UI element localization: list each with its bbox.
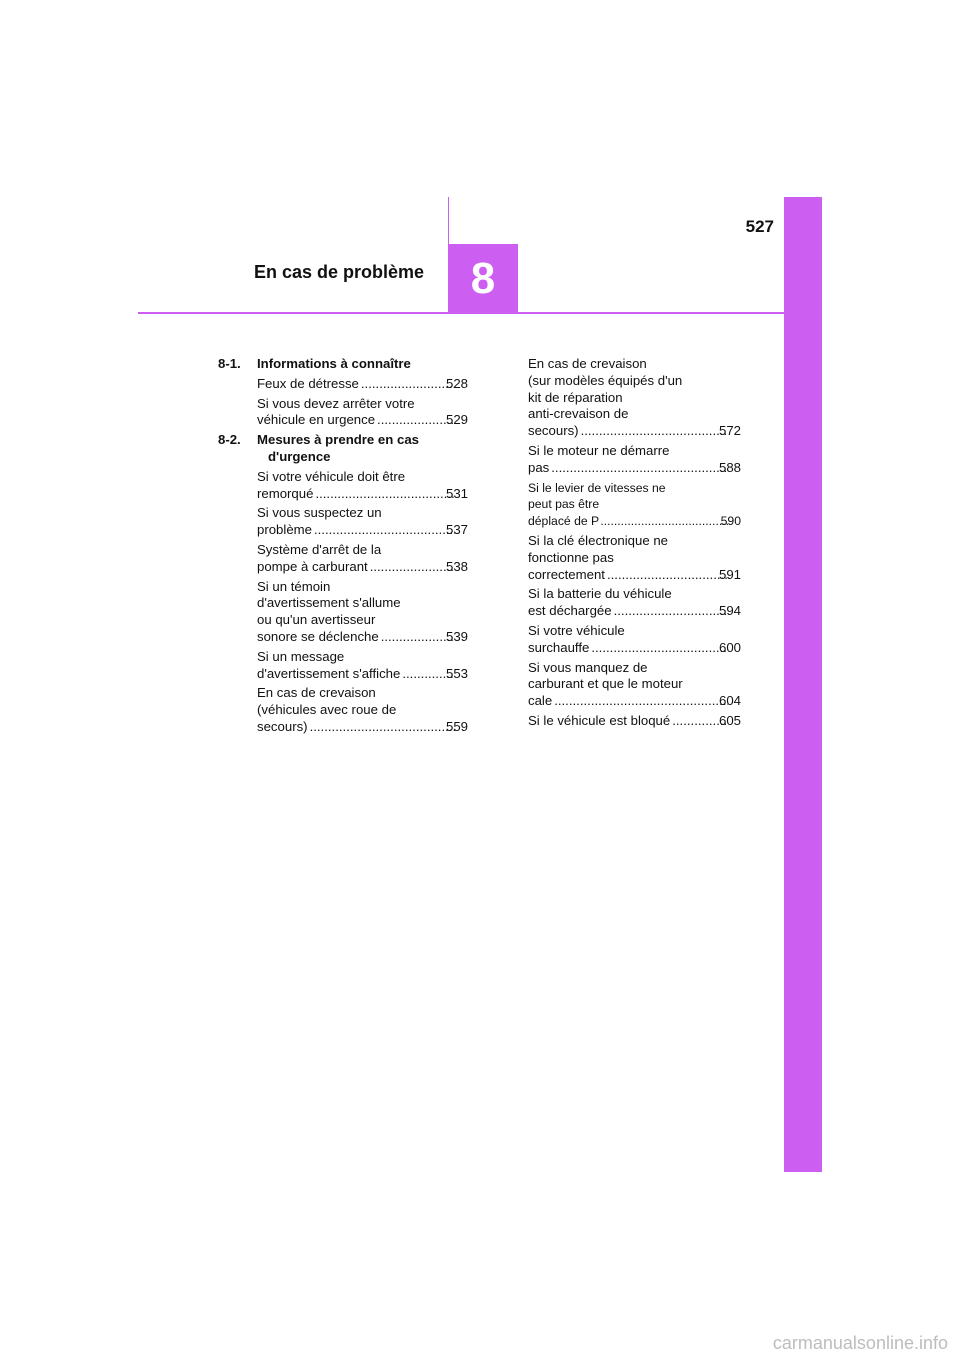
toc-entry[interactable] <box>257 376 468 393</box>
toc-entry[interactable] <box>257 685 468 735</box>
section-number: 8-2. <box>218 432 241 448</box>
toc-entry[interactable] <box>528 356 741 440</box>
toc-entry[interactable] <box>257 505 468 539</box>
entry-text: Si votre véhicule doit être <box>257 468 406 484</box>
toc-entry[interactable] <box>257 396 468 430</box>
entry-text: peut pas être <box>528 497 600 512</box>
entry-text: kit de réparation <box>528 389 623 405</box>
entry-page: 604 <box>718 693 741 709</box>
entry-page: 559 <box>445 718 468 734</box>
entry-page: 553 <box>445 665 468 681</box>
dot-leader <box>591 640 728 657</box>
entry-text: Feux de détresse <box>257 375 359 391</box>
dot-leader <box>601 513 730 530</box>
dot-leader <box>614 603 728 620</box>
entry-page: 600 <box>718 639 741 655</box>
toc-entry[interactable] <box>528 443 741 477</box>
entry-text: (véhicules avec roue de <box>257 702 397 718</box>
entry-text: est déchargée <box>528 603 612 619</box>
dot-leader <box>581 423 728 440</box>
entry-page: 605 <box>718 712 741 728</box>
toc-entry[interactable] <box>257 579 468 646</box>
entry-text: problème <box>257 522 312 538</box>
entry-text: Si vous suspectez un <box>257 505 382 521</box>
toc-entry[interactable] <box>528 586 741 620</box>
entry-page: 590 <box>720 514 741 529</box>
entry-text: (sur modèles équipés d'un <box>528 372 683 388</box>
entry-text: déplacé de P <box>528 514 600 529</box>
dot-leader <box>551 460 728 477</box>
entry-page: 538 <box>445 558 468 574</box>
entry-text: cale <box>528 693 553 709</box>
entry-text: pas <box>528 459 550 475</box>
entry-text: correctement <box>528 566 605 582</box>
dot-leader <box>554 693 728 710</box>
toc-entry[interactable] <box>528 533 741 583</box>
entry-text: secours) <box>257 718 308 734</box>
entry-text: Si la clé électronique ne <box>528 532 669 548</box>
dot-leader <box>370 559 455 576</box>
entry-page: 537 <box>445 522 468 538</box>
toc-entry[interactable] <box>257 649 468 683</box>
entry-page: 531 <box>445 485 468 501</box>
chapter-side-tab <box>784 197 822 1172</box>
entry-text: pompe à carburant <box>257 558 368 574</box>
entry-text: Si un témoin <box>257 578 331 594</box>
toc-entry[interactable] <box>528 480 741 530</box>
entry-text: fonctionne pas <box>528 549 614 565</box>
entry-text: Si le moteur ne démarre <box>528 442 670 458</box>
dot-leader <box>314 522 455 539</box>
entry-text: secours) <box>528 423 579 439</box>
entry-page: 588 <box>718 459 741 475</box>
entry-text: anti-crevaison de <box>528 406 629 422</box>
entry-text: surchauffe <box>528 639 590 655</box>
section-title: Informations à connaître <box>257 356 411 371</box>
entry-text: Si le levier de vitesses ne <box>528 480 666 495</box>
entry-text: En cas de crevaison <box>257 685 376 701</box>
toc-entry[interactable] <box>257 542 468 576</box>
entry-text: Si vous devez arrêter votre <box>257 395 415 411</box>
chapter-number-badge: 8 <box>448 244 518 313</box>
toc-entry[interactable] <box>528 623 741 657</box>
dot-leader <box>310 719 455 736</box>
entry-text: d'avertissement s'allume <box>257 595 401 611</box>
dot-leader <box>361 376 455 393</box>
entry-text: ou qu'un avertisseur <box>257 612 376 628</box>
entry-page: 528 <box>445 375 468 391</box>
entry-page: 539 <box>445 628 468 644</box>
toc-section <box>218 356 468 373</box>
toc-section <box>218 432 468 466</box>
dot-leader <box>315 486 455 503</box>
dot-leader <box>381 629 455 646</box>
toc-entry[interactable] <box>528 660 741 710</box>
entry-text: carburant et que le moteur <box>528 676 683 692</box>
entry-page: 594 <box>718 603 741 619</box>
entry-text: Si vous manquez de <box>528 659 648 675</box>
watermark: carmanualsonline.info <box>772 1333 948 1353</box>
toc-right-column <box>528 356 741 730</box>
header-divider-vertical <box>448 197 449 244</box>
toc-entry[interactable] <box>257 469 468 503</box>
entry-text: Si un message <box>257 648 345 664</box>
page-number: 527 <box>745 217 774 236</box>
section-number: 8-1. <box>218 356 241 371</box>
section-title: Mesures à prendre en cas d'urgence <box>257 432 419 464</box>
entry-page: 572 <box>718 423 741 439</box>
dot-leader <box>607 567 728 584</box>
entry-text: remorqué <box>257 485 314 501</box>
toc-left-column <box>218 356 468 736</box>
entry-text: Système d'arrêt de la <box>257 541 382 557</box>
dot-leader <box>377 412 455 429</box>
entry-text: Si votre véhicule <box>528 622 625 638</box>
entry-text: sonore se déclenche <box>257 628 379 644</box>
toc-entry[interactable] <box>528 713 741 730</box>
entry-text: d'avertissement s'affiche <box>257 665 401 681</box>
entry-text: En cas de crevaison <box>528 356 647 371</box>
entry-text: Si la batterie du véhicule <box>528 586 672 602</box>
entry-text: véhicule en urgence <box>257 412 376 428</box>
entry-text: Si le véhicule est bloqué <box>528 712 671 728</box>
entry-page: 529 <box>445 412 468 428</box>
chapter-title: En cas de problème <box>254 262 425 282</box>
entry-page: 591 <box>718 566 741 582</box>
